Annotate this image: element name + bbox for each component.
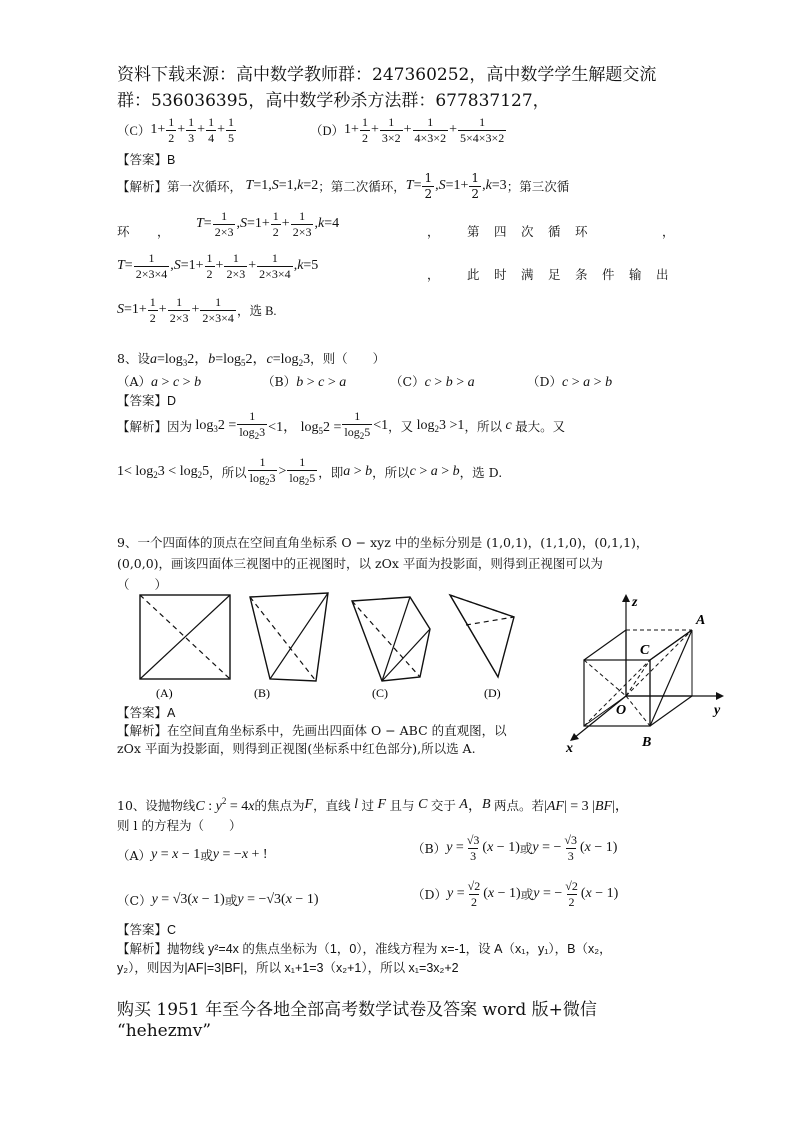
q10-answer: 【答案】C: [117, 922, 177, 937]
q7-comma-1: ，: [157, 224, 170, 239]
q7-output-condition: 此 时 满 足 条 件 输 出: [467, 267, 670, 282]
cube-label-y: y: [714, 703, 721, 718]
q7-huan: 环: [117, 224, 130, 239]
q8-stem: 8、设 $a=\log_32$，$b=\log_52$，$c=\log_23$ ，则（ ）: [117, 351, 386, 368]
q7-answer: 【答案】B: [117, 152, 176, 167]
footer-line-2: “hehezmv”: [117, 1021, 212, 1041]
figure-d-label: (D): [484, 686, 501, 700]
header-line-2: 群：536036395，高中数学秒杀方法群：677837127，: [117, 91, 550, 111]
cube-label-x: x: [566, 741, 573, 756]
q10-stem-line-2: 则 l 的方程为（ ）: [117, 818, 242, 833]
figure-c-label: (C): [372, 686, 388, 700]
figure-a-label: (A): [156, 686, 173, 700]
cube-label-a: A: [696, 613, 706, 628]
q9-cube-diagram: [560, 590, 730, 760]
q9-stem-line-3: （ ）: [117, 577, 168, 592]
q8-answer: 【答案】D: [117, 393, 177, 408]
q10-option-b: （B） y = $\frac{√3}{3}$ (x − 1) 或 y = − $\frac{√3}{3}$ (x − 1): [412, 833, 618, 863]
figure-a: [140, 595, 230, 679]
q10-option-c: （C） y = √3(x − 1) 或 y = −√3(x − 1): [117, 892, 319, 908]
q9-option-figures: [120, 585, 520, 705]
q8-analysis-line-1: 【解析】 因为 $\log_32$ = $\frac{1}{\log_23}$ <1， $\log_52$ = $\frac{1}{\log_25}$ <1 ，又 $\log_23 >1$ ，所以 c 最大。又: [117, 409, 566, 441]
q10-analysis-line-1: 【解析】抛物线 y²=4x 的焦点坐标为（1，0），准线方程为 x=-1，设 A（x₁，y₁），B（x₂，: [117, 941, 612, 956]
cube-label-b: B: [642, 735, 652, 750]
figure-b: [250, 593, 328, 681]
q8-option-b: （B）b > c > a: [262, 374, 347, 390]
q7-comma-3: ，: [662, 224, 675, 239]
q7-option-d: （D） 1+ $\frac{1}{2}$ + $\frac{1}{3\times 2}$ + $\frac{1}{4\times 3\times 2}$ + $\frac{1}{5\times 4\times 3\times 2}$: [310, 115, 505, 145]
q8-option-a: （A）a > c > b: [117, 374, 202, 390]
q8-analysis-line-2: $1< \log_23 < \log_25$ ，所以 $\frac{1}{\log_23}$ > $\frac{1}{\log_25}$ ，即 a > b ，所以 c > a > b ，选 D.: [117, 455, 503, 487]
q9-answer: 【答案】A: [117, 705, 176, 720]
q9-stem-line-1: 9、一个四面体的顶点在空间直角坐标系 O − xyz 中的坐标分别是 (1,0,1)，(1,1,0)，(0,1,1)，: [117, 535, 649, 550]
q7-option-c: （C） 1+ $\frac{1}{2}$ + $\frac{1}{3}$ + $\frac{1}{4}$ + $\frac{1}{5}$: [117, 115, 234, 145]
q7-analysis-line-1: 【解析】 第一次循环， T =1, S =1, k =2 ；第二次循环， T = $\frac{1}{2}$ , S =1+ $\frac{1}{2}$ , k =3 ；第三次循: [117, 171, 570, 201]
q10-option-a: （A） y = x − 1 或 y = −x + !: [117, 847, 268, 863]
figure-c: [352, 597, 430, 681]
header-line-1: 资料下载来源：高中数学教师群：247360252，高中数学学生解题交流: [117, 65, 657, 85]
q7-analysis-fourth: T = $\frac{1}{2\times 3\times 4}$ , S =1+ $\frac{1}{2}$ + $\frac{1}{2\times 3}$ + $\frac{1}{2\times 3\times 4}$ , k =5: [117, 251, 319, 281]
q10-option-d: （D） y = $\frac{√2}{2}$ (x − 1) 或 y = − $\frac{√2}{2}$ (x − 1): [412, 879, 619, 909]
q7-analysis-third: T = $\frac{1}{2\times 3}$ , S =1+ $\frac{1}{2}$ + $\frac{1}{2\times 3}$ , k =4: [196, 209, 340, 239]
q7-comma-4: ，: [427, 267, 440, 282]
q7-analysis-result: S =1+ $\frac{1}{2}$ + $\frac{1}{2\times 3}$ + $\frac{1}{2\times 3\times 4}$ ，选 B.: [117, 295, 277, 325]
cube-label-z: z: [632, 595, 638, 610]
q10-analysis-line-2: y₂），则因为|AF|=3|BF|，所以 x₁+1=3（x₂+1），所以 x₁=3x₂+2: [117, 961, 459, 975]
figure-d: [450, 595, 514, 677]
footer-line-1: 购买 1951 年至今各地全部高考数学试卷及答案 word 版+微信: [117, 1000, 597, 1020]
q7-fourth-loop: 第 四 次 循 环: [467, 224, 589, 239]
cube-label-c: C: [640, 643, 650, 658]
q7-comma-2: ，: [427, 224, 440, 239]
q9-analysis-line-2: zOx 平面为投影面，则得到正视图(坐标系中红色部分),所以选 A.: [117, 741, 476, 756]
q9-stem-line-2: (0,0,0)，画该四面体三视图中的正视图时，以 zOx 平面为投影面，则得到正视图可以为: [117, 556, 603, 571]
figure-b-label: (B): [254, 686, 270, 700]
cube-label-o: O: [616, 703, 627, 718]
q8-option-c: （C）c > b > a: [390, 374, 475, 390]
q10-stem-line-1: 10、设抛物线 C : $y^2 = 4x$ 的焦点为 F ，直线 l 过 F 且与 C 交于 A ， B 两点。若 |AF| = 3 |BF|，: [117, 795, 629, 814]
q8-option-d: （D）c > a > b: [527, 374, 613, 390]
q9-analysis-line-1: 【解析】在空间直角坐标系中，先画出四面体 O − ABC 的直观图，以: [117, 723, 507, 738]
